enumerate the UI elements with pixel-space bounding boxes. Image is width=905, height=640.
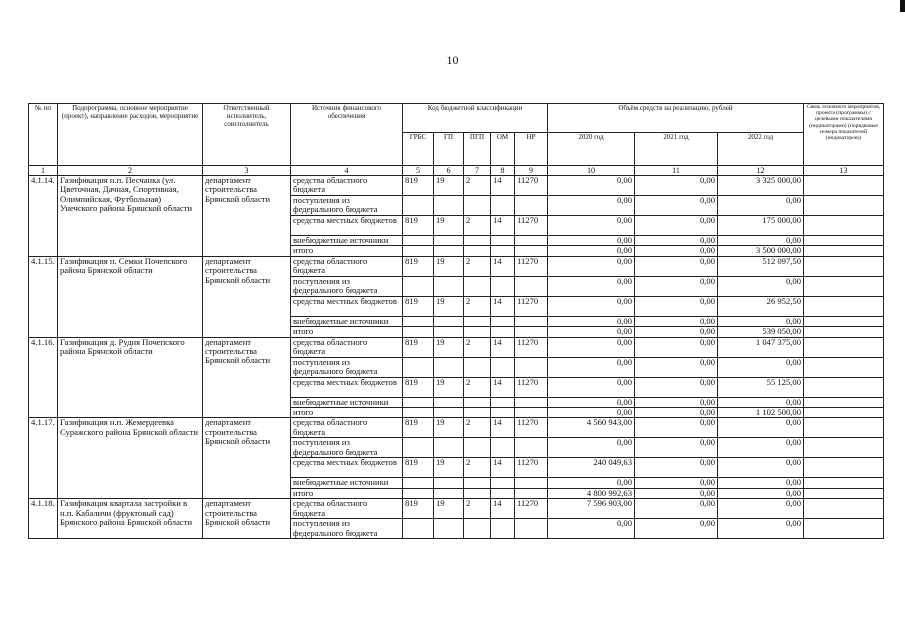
header-year-2020: 2020 год [548, 133, 635, 166]
code-om [491, 438, 515, 458]
code-grbs: 819 [403, 216, 434, 236]
code-grbs: 819 [403, 337, 434, 357]
indicator-link [804, 256, 884, 276]
code-om [491, 246, 515, 256]
amount-2021: 0,00 [635, 357, 718, 377]
amount-2021: 0,00 [635, 337, 718, 357]
funding-source: средства местных бюджетов [291, 296, 403, 316]
code-om: 14 [491, 499, 515, 519]
amount-2020: 240 049,63 [548, 458, 635, 478]
amount-2022: 0,00 [718, 488, 804, 498]
code-nr [515, 478, 548, 488]
code-nr [515, 236, 548, 246]
column-number: 1 [29, 166, 58, 176]
table-row [29, 176, 884, 196]
column-number: 4 [291, 166, 403, 176]
amount-2022: 0,00 [718, 196, 804, 216]
indicator-link [804, 499, 884, 519]
item-executor: департамент строительства Брянской области [203, 176, 291, 257]
code-gp: 19 [434, 216, 464, 236]
column-number-row [29, 166, 884, 176]
code-gp [434, 408, 464, 418]
code-pgp: 2 [464, 418, 491, 438]
amount-2021: 0,00 [635, 488, 718, 498]
amount-2020: 0,00 [548, 216, 635, 236]
indicator-link [804, 337, 884, 357]
header-year-2022: 2022 год [718, 133, 804, 166]
amount-2021: 0,00 [635, 176, 718, 196]
amount-2022: 1 102 500,00 [718, 408, 804, 418]
amount-2021: 0,00 [635, 418, 718, 438]
amount-2020: 0,00 [548, 357, 635, 377]
amount-2022: 0,00 [718, 458, 804, 478]
budget-table [28, 103, 884, 539]
funding-source: средства местных бюджетов [291, 377, 403, 397]
code-pgp: 2 [464, 337, 491, 357]
amount-2021: 0,00 [635, 438, 718, 458]
amount-2022: 1 047 375,00 [718, 337, 804, 357]
code-nr: 11270 [515, 377, 548, 397]
code-grbs: 819 [403, 418, 434, 438]
code-gp [434, 276, 464, 296]
item-executor: департамент строительства Брянской области [203, 256, 291, 337]
indicator-link [804, 488, 884, 498]
amount-2020: 7 596 903,00 [548, 499, 635, 519]
code-om: 14 [491, 296, 515, 316]
code-om [491, 357, 515, 377]
indicator-link [804, 216, 884, 236]
amount-2020: 0,00 [548, 478, 635, 488]
amount-2020: 4 800 992,63 [548, 488, 635, 498]
code-grbs: 819 [403, 256, 434, 276]
header-funds: Объём средств на реализацию, рублей [548, 104, 804, 133]
code-om [491, 327, 515, 337]
indicator-link [804, 458, 884, 478]
code-pgp: 2 [464, 296, 491, 316]
funding-source: средства областного бюджета [291, 256, 403, 276]
code-om [491, 276, 515, 296]
amount-2022: 0,00 [718, 418, 804, 438]
code-gp [434, 357, 464, 377]
code-om: 14 [491, 337, 515, 357]
item-number: 4.1.17. [29, 418, 58, 499]
code-nr: 11270 [515, 256, 548, 276]
code-nr [515, 276, 548, 296]
code-grbs: 819 [403, 458, 434, 478]
column-number: 11 [635, 166, 718, 176]
code-grbs [403, 246, 434, 256]
item-executor: департамент строительства Брянской области [203, 337, 291, 418]
column-number: 9 [515, 166, 548, 176]
code-nr: 11270 [515, 216, 548, 236]
code-nr: 11270 [515, 418, 548, 438]
code-om [491, 478, 515, 488]
code-pgp: 2 [464, 176, 491, 196]
code-gp: 19 [434, 296, 464, 316]
code-nr: 11270 [515, 458, 548, 478]
amount-2021: 0,00 [635, 196, 718, 216]
amount-2022: 0,00 [718, 478, 804, 488]
indicator-link [804, 176, 884, 196]
amount-2020: 0,00 [548, 377, 635, 397]
code-gp: 19 [434, 418, 464, 438]
amount-2022: 0,00 [718, 316, 804, 326]
column-number: 10 [548, 166, 635, 176]
header-link: Связь основного мероприятия, проекта (программы) с целевыми показателями (индикаторами) (порядковые номера показателей (индикаторов)) [804, 104, 884, 166]
code-grbs [403, 357, 434, 377]
amount-2022: 512 097,50 [718, 256, 804, 276]
code-grbs [403, 478, 434, 488]
header-gp: ГП [434, 133, 464, 166]
amount-2020: 4 560 943,00 [548, 418, 635, 438]
code-om [491, 488, 515, 498]
code-pgp: 2 [464, 458, 491, 478]
funding-source: поступления из федерального бюджета [291, 276, 403, 296]
funding-source: итого [291, 327, 403, 337]
header-nr: НР [515, 133, 548, 166]
code-grbs [403, 236, 434, 246]
code-pgp [464, 519, 491, 539]
amount-2021: 0,00 [635, 397, 718, 407]
code-gp [434, 236, 464, 246]
amount-2022: 26 952,50 [718, 296, 804, 316]
code-pgp [464, 196, 491, 216]
amount-2020: 0,00 [548, 246, 635, 256]
code-nr [515, 327, 548, 337]
code-pgp [464, 438, 491, 458]
funding-source: средства областного бюджета [291, 499, 403, 519]
item-title: Газификация д. Рудня Почепского района Брянской области [58, 337, 203, 418]
header-source: Источник финансового обеспечения [291, 104, 403, 166]
amount-2022: 0,00 [718, 438, 804, 458]
code-gp: 19 [434, 377, 464, 397]
amount-2022: 0,00 [718, 357, 804, 377]
code-pgp [464, 408, 491, 418]
item-title: Газификация н.п. Жемердеевка Суражского района Брянской области [58, 418, 203, 499]
amount-2021: 0,00 [635, 377, 718, 397]
funding-source: итого [291, 488, 403, 498]
code-pgp: 2 [464, 499, 491, 519]
amount-2020: 0,00 [548, 236, 635, 246]
code-nr [515, 357, 548, 377]
code-nr [515, 316, 548, 326]
code-om: 14 [491, 458, 515, 478]
amount-2022: 3 325 000,00 [718, 176, 804, 196]
code-om [491, 236, 515, 246]
table-row [29, 337, 884, 357]
code-nr: 11270 [515, 337, 548, 357]
code-pgp: 2 [464, 256, 491, 276]
code-gp: 19 [434, 499, 464, 519]
amount-2022: 0,00 [718, 397, 804, 407]
item-title: Газификация квартала застройки в н.п. Кабаличи (фруктовый сад) Брянского района Брянской области [58, 499, 203, 539]
code-gp [434, 397, 464, 407]
amount-2020: 0,00 [548, 196, 635, 216]
indicator-link [804, 296, 884, 316]
amount-2021: 0,00 [635, 236, 718, 246]
code-pgp [464, 397, 491, 407]
item-number: 4.1.16. [29, 337, 58, 418]
code-gp: 19 [434, 256, 464, 276]
code-gp [434, 488, 464, 498]
funding-source: средства областного бюджета [291, 418, 403, 438]
code-nr [515, 246, 548, 256]
amount-2022: 55 125,00 [718, 377, 804, 397]
indicator-link [804, 236, 884, 246]
indicator-link [804, 357, 884, 377]
code-nr [515, 519, 548, 539]
funding-source: средства областного бюджета [291, 176, 403, 196]
amount-2020: 0,00 [548, 276, 635, 296]
code-grbs [403, 438, 434, 458]
code-grbs: 819 [403, 296, 434, 316]
amount-2020: 0,00 [548, 327, 635, 337]
funding-source: итого [291, 246, 403, 256]
code-om: 14 [491, 377, 515, 397]
code-om: 14 [491, 256, 515, 276]
amount-2020: 0,00 [548, 337, 635, 357]
amount-2021: 0,00 [635, 499, 718, 519]
amount-2021: 0,00 [635, 296, 718, 316]
amount-2021: 0,00 [635, 408, 718, 418]
code-pgp [464, 316, 491, 326]
code-grbs [403, 488, 434, 498]
code-grbs [403, 397, 434, 407]
item-executor: департамент строительства Брянской области [203, 418, 291, 499]
code-gp [434, 478, 464, 488]
code-gp [434, 438, 464, 458]
code-om: 14 [491, 418, 515, 438]
amount-2021: 0,00 [635, 316, 718, 326]
code-gp [434, 196, 464, 216]
amount-2022: 0,00 [718, 236, 804, 246]
code-pgp: 2 [464, 216, 491, 236]
code-pgp: 2 [464, 377, 491, 397]
table-row [29, 256, 884, 276]
code-pgp [464, 488, 491, 498]
code-om [491, 408, 515, 418]
code-nr: 11270 [515, 296, 548, 316]
indicator-link [804, 519, 884, 539]
code-grbs [403, 196, 434, 216]
column-number: 5 [403, 166, 434, 176]
header-num: № пп [29, 104, 58, 166]
funding-source: средства местных бюджетов [291, 458, 403, 478]
header-grbs: ГРБС [403, 133, 434, 166]
funding-source: средства областного бюджета [291, 337, 403, 357]
code-gp [434, 246, 464, 256]
code-om: 14 [491, 216, 515, 236]
column-number: 7 [464, 166, 491, 176]
code-om: 14 [491, 176, 515, 196]
column-number: 2 [58, 166, 203, 176]
funding-source: поступления из федерального бюджета [291, 196, 403, 216]
amount-2020: 0,00 [548, 176, 635, 196]
header-executor: Ответственный исполнитель, соисполнитель [203, 104, 291, 166]
amount-2022: 0,00 [718, 499, 804, 519]
funding-source: итого [291, 408, 403, 418]
amount-2021: 0,00 [635, 327, 718, 337]
amount-2022: 0,00 [718, 276, 804, 296]
amount-2020: 0,00 [548, 519, 635, 539]
indicator-link [804, 316, 884, 326]
page-edge-mark [900, 0, 905, 12]
amount-2021: 0,00 [635, 478, 718, 488]
amount-2021: 0,00 [635, 216, 718, 236]
code-pgp [464, 246, 491, 256]
code-pgp [464, 357, 491, 377]
amount-2021: 0,00 [635, 246, 718, 256]
code-gp: 19 [434, 337, 464, 357]
code-om [491, 397, 515, 407]
code-nr [515, 488, 548, 498]
header-row-main [29, 104, 884, 133]
column-number: 8 [491, 166, 515, 176]
column-number: 13 [804, 166, 884, 176]
item-number: 4.1.14. [29, 176, 58, 257]
amount-2022: 0,00 [718, 519, 804, 539]
amount-2020: 0,00 [548, 397, 635, 407]
item-title: Газификация н.п. Песчанка (ул. Цветочная, Дачная, Спортивная, Олимпийская, Футбольная) Унечского района Брянской области [58, 176, 203, 257]
funding-source: внебюджетные источники [291, 236, 403, 246]
code-nr [515, 397, 548, 407]
header-budget-code: Код бюджетной классификации [403, 104, 548, 133]
code-nr: 11270 [515, 176, 548, 196]
item-number: 4.1.15. [29, 256, 58, 337]
code-nr: 11270 [515, 499, 548, 519]
header-year-2021: 2021 год [635, 133, 718, 166]
amount-2021: 0,00 [635, 276, 718, 296]
code-grbs: 819 [403, 499, 434, 519]
amount-2020: 0,00 [548, 438, 635, 458]
code-gp [434, 316, 464, 326]
item-title: Газификация п. Семки Почепского района Брянской области [58, 256, 203, 337]
indicator-link [804, 377, 884, 397]
column-number: 3 [203, 166, 291, 176]
amount-2020: 0,00 [548, 256, 635, 276]
indicator-link [804, 438, 884, 458]
item-number: 4.1.18. [29, 499, 58, 539]
code-nr [515, 408, 548, 418]
indicator-link [804, 246, 884, 256]
funding-source: внебюджетные источники [291, 316, 403, 326]
code-gp: 19 [434, 176, 464, 196]
amount-2020: 0,00 [548, 316, 635, 326]
code-om [491, 316, 515, 326]
funding-source: внебюджетные источники [291, 397, 403, 407]
amount-2021: 0,00 [635, 256, 718, 276]
amount-2022: 539 050,00 [718, 327, 804, 337]
amount-2021: 0,00 [635, 458, 718, 478]
code-pgp [464, 327, 491, 337]
amount-2021: 0,00 [635, 519, 718, 539]
code-gp [434, 327, 464, 337]
code-grbs: 819 [403, 377, 434, 397]
column-number: 6 [434, 166, 464, 176]
code-gp [434, 519, 464, 539]
code-grbs [403, 408, 434, 418]
code-pgp [464, 236, 491, 246]
table-row [29, 418, 884, 438]
amount-2022: 3 500 000,00 [718, 246, 804, 256]
indicator-link [804, 196, 884, 216]
funding-source: поступления из федерального бюджета [291, 519, 403, 539]
code-om [491, 196, 515, 216]
funding-source: внебюджетные источники [291, 478, 403, 488]
code-pgp [464, 276, 491, 296]
indicator-link [804, 397, 884, 407]
code-grbs [403, 519, 434, 539]
amount-2022: 175 000,00 [718, 216, 804, 236]
code-nr [515, 438, 548, 458]
code-grbs [403, 276, 434, 296]
funding-source: средства местных бюджетов [291, 216, 403, 236]
code-grbs [403, 327, 434, 337]
indicator-link [804, 408, 884, 418]
column-number: 12 [718, 166, 804, 176]
indicator-link [804, 327, 884, 337]
header-om: ОМ [491, 133, 515, 166]
code-nr [515, 196, 548, 216]
page-number: 10 [446, 53, 459, 67]
indicator-link [804, 418, 884, 438]
table-row [29, 499, 884, 519]
code-grbs: 819 [403, 176, 434, 196]
amount-2020: 0,00 [548, 408, 635, 418]
code-om [491, 519, 515, 539]
indicator-link [804, 478, 884, 488]
code-gp: 19 [434, 458, 464, 478]
amount-2020: 0,00 [548, 296, 635, 316]
header-subprogram: Подпрограмма, основное мероприятие (проект), направление расходов, мероприятие [58, 104, 203, 166]
funding-source: поступления из федерального бюджета [291, 438, 403, 458]
code-grbs [403, 316, 434, 326]
item-executor: департамент строительства Брянской области [203, 499, 291, 539]
header-pgp: ПГП [464, 133, 491, 166]
indicator-link [804, 276, 884, 296]
code-pgp [464, 478, 491, 488]
funding-source: поступления из федерального бюджета [291, 357, 403, 377]
